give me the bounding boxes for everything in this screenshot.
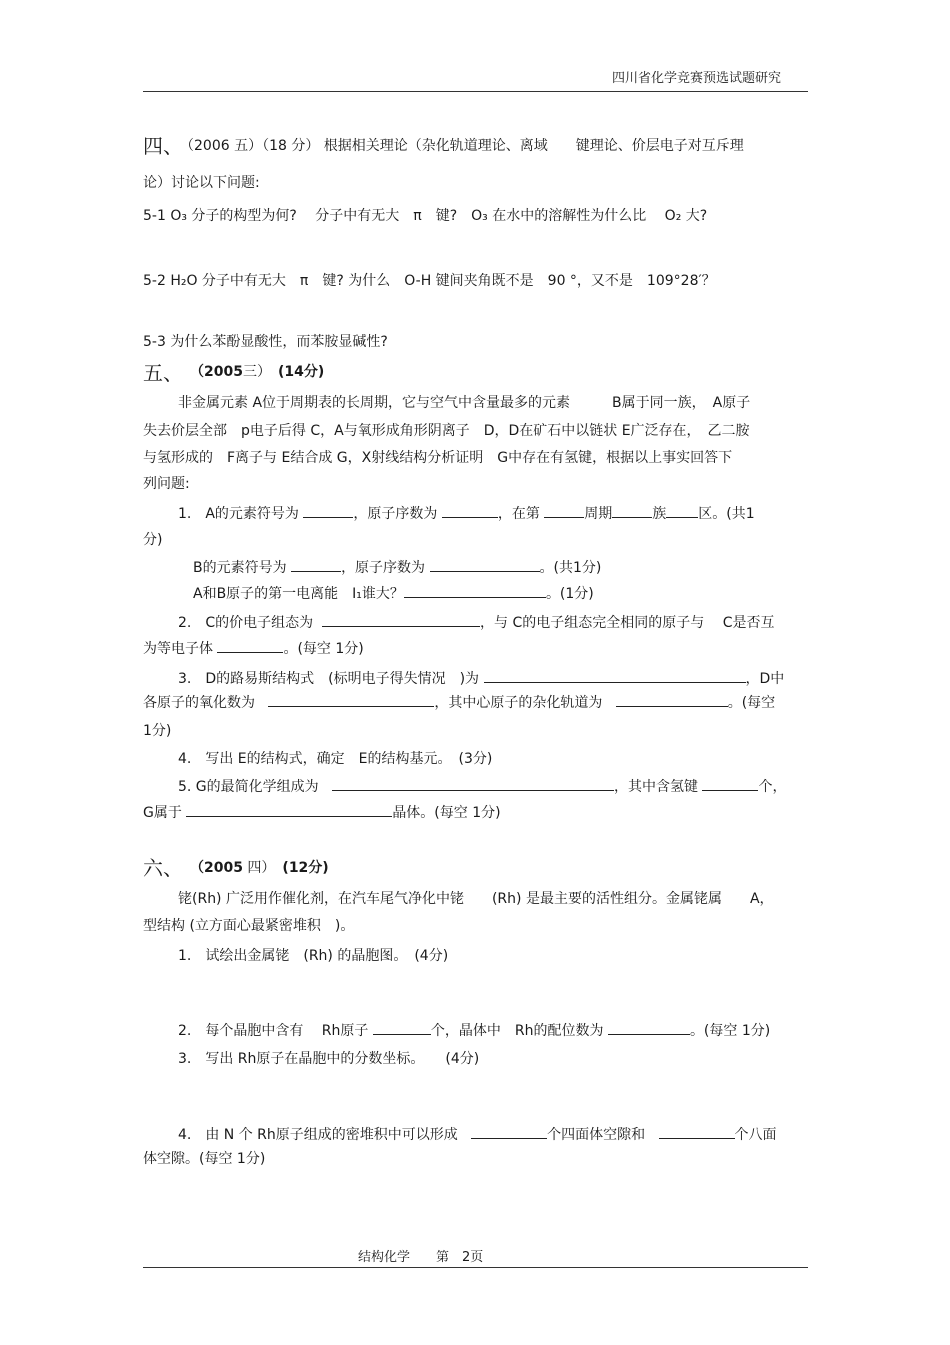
s5-item-3-a: 3. D的路易斯结构式 (标明电子得失情况 )为 bbox=[178, 671, 480, 687]
section-5-score: (14分) bbox=[277, 364, 325, 380]
section-4-label: 四、 bbox=[143, 134, 183, 158]
blank-b-number[interactable] bbox=[430, 557, 540, 572]
blank-oxidation[interactable] bbox=[268, 692, 434, 707]
s6-item-4-wrap: 体空隙。(每空 1分) bbox=[143, 1151, 266, 1167]
blank-b-symbol[interactable] bbox=[291, 557, 341, 572]
s6-item-3: 3. 写出 Rh原子在晶胞中的分数坐标。 (4分) bbox=[178, 1051, 480, 1067]
blank-octahedral[interactable] bbox=[659, 1124, 735, 1139]
s5-item-5-wrap bbox=[143, 802, 501, 822]
s5-item-3-wrap-2: 1分) bbox=[143, 723, 172, 739]
s5-item-5-d: G属于 bbox=[143, 805, 182, 821]
s5-item-3-b: ，D中 bbox=[745, 671, 785, 687]
s6-item-1: 1. 试绘出金属铑 (Rh) 的晶胞图。 (4分) bbox=[178, 948, 449, 964]
blank-lewis[interactable] bbox=[484, 668, 746, 683]
section-5-para-3: 与氢形成的 F离子与 E结合成 G，X射线结构分析证明 G中存在有氢键，根据以上事实回答下 bbox=[143, 450, 733, 466]
section-6-score: (12分) bbox=[282, 860, 329, 876]
blank-tetrahedral[interactable] bbox=[471, 1124, 547, 1139]
s5-item-1-c: ，在第 bbox=[497, 506, 540, 522]
s5-item-5 bbox=[178, 776, 786, 796]
section-5-para-1: 非金属元素 A位于周期表的长周期，它与空气中含量最多的元素 B属于同一族， A原子 bbox=[178, 395, 751, 411]
question-5-3: 5-3 为什么苯酚显酸性，而苯胺显碱性? bbox=[143, 334, 388, 350]
s6-item-4 bbox=[178, 1124, 777, 1144]
section-5-year: （2005 bbox=[190, 364, 243, 380]
blank-c-config[interactable] bbox=[322, 612, 480, 627]
s5-item-3-d: ，其中心原子的杂化轨道为 bbox=[434, 695, 603, 711]
s5-item-4: 4. 写出 E的结构式，确定 E的结构基元。 (3分) bbox=[178, 751, 493, 767]
s5-item-1-f: 区。(共1 bbox=[698, 506, 755, 522]
section-5-meta bbox=[190, 361, 324, 381]
s6-item-2 bbox=[178, 1020, 770, 1040]
blank-crystal-type[interactable] bbox=[186, 802, 392, 817]
footer-page: 第 2页 bbox=[436, 1250, 484, 1265]
s5-item-2-a: 2. C的价电子组态为 bbox=[178, 615, 314, 631]
section-4-intro-line2: 论）讨论以下问题: bbox=[143, 175, 260, 191]
s5-item-1-h: B的元素符号为 bbox=[193, 560, 287, 576]
footer-divider bbox=[143, 1267, 808, 1268]
s5-item-5-c: 个， bbox=[758, 779, 787, 795]
s5-item-1-k: A和B原子的第一电离能 I₁谁大？ bbox=[193, 586, 404, 602]
s6-item-4-c: 个八面 bbox=[734, 1127, 777, 1143]
section-6-number: 四） bbox=[247, 860, 269, 876]
s6-item-4-b: 个四面体空隙和 bbox=[547, 1127, 646, 1143]
footer-subject: 结构化学 bbox=[358, 1250, 411, 1265]
blank-coordination[interactable] bbox=[608, 1020, 690, 1035]
question-5-1: 5-1 O₃ 分子的构型为何? 分子中有无大 π 键? O₃ 在水中的溶解性为什么比 O₂ 大? bbox=[143, 208, 708, 224]
blank-a-group[interactable] bbox=[612, 503, 652, 518]
s5-item-1-a: 1. A的元素符号为 bbox=[178, 506, 299, 522]
s5-item-2-b: ，与 C的电子组态完全相同的原子与 C是否互 bbox=[480, 615, 775, 631]
section-6-label: 六、 bbox=[143, 856, 183, 880]
section-4-intro-line1: （2006 五）（18 分） 根据相关理论（杂化轨道理论、离域 键理论、价层电子对互斥理 bbox=[180, 138, 744, 154]
s5-item-1-d: 周期 bbox=[584, 506, 613, 522]
s5-item-3-e: 。(每空 bbox=[727, 695, 776, 711]
page-header: 四川省化学竞赛预选试题研究 bbox=[612, 71, 782, 86]
blank-isoelectronic[interactable] bbox=[217, 638, 283, 653]
s5-item-3-c: 各原子的氧化数为 bbox=[143, 695, 255, 711]
s5-item-3 bbox=[178, 668, 784, 688]
s5-item-1-b-line bbox=[193, 557, 601, 577]
section-6-para-1: 铑(Rh) 广泛用作催化剂，在汽车尾气净化中铑 (Rh) 是最主要的活性组分。金属铑属 A， bbox=[178, 891, 774, 907]
blank-hybrid[interactable] bbox=[616, 692, 728, 707]
blank-ionization[interactable] bbox=[404, 583, 546, 598]
s5-item-3-wrap bbox=[143, 692, 775, 712]
s5-item-1-l: 。(1分) bbox=[545, 586, 594, 602]
s6-item-2-c: 。(每空 1分) bbox=[689, 1023, 771, 1039]
s5-item-5-a: 5. G的最简化学组成为 bbox=[178, 779, 319, 795]
s6-item-2-b: 个，晶体中 Rh的配位数为 bbox=[430, 1023, 604, 1039]
blank-a-symbol[interactable] bbox=[303, 503, 353, 518]
section-5-label: 五、 bbox=[143, 361, 183, 385]
blank-g-formula[interactable] bbox=[332, 776, 614, 791]
section-5-number: 三） bbox=[242, 364, 264, 380]
s5-item-1-ionization bbox=[193, 583, 594, 603]
s5-item-5-b: ，其中含氢键 bbox=[614, 779, 699, 795]
s5-item-1 bbox=[178, 503, 755, 523]
blank-a-block[interactable] bbox=[666, 503, 698, 518]
s5-item-1-i: ，原子序数为 bbox=[341, 560, 426, 576]
blank-rh-count[interactable] bbox=[373, 1020, 431, 1035]
s5-item-2-c: 为等电子体 bbox=[143, 641, 213, 657]
header-divider bbox=[143, 91, 808, 92]
s5-item-2-wrap bbox=[143, 638, 364, 658]
blank-a-number[interactable] bbox=[442, 503, 498, 518]
section-6-para-2: 型结构 (立方面心最紧密堆积 )。 bbox=[143, 918, 355, 934]
section-5-para-4: 列问题: bbox=[143, 476, 190, 492]
section-6-year: （2005 bbox=[190, 860, 243, 876]
question-5-2: 5-2 H₂O 分子中有无大 π 键? 为什么 O-H 键间夹角既不是 90 °，又不是 109°28′？ bbox=[143, 273, 716, 289]
section-5-para-2: 失去价层全部 p电子后得 C，A与氧形成角形阴离子 D，D在矿石中以链状 E广泛存在， 乙二胺 bbox=[143, 423, 750, 439]
page-footer bbox=[358, 1246, 483, 1265]
blank-h-bonds[interactable] bbox=[702, 776, 758, 791]
s5-item-2-d: 。(每空 1分) bbox=[283, 641, 364, 657]
s5-item-1-wrap: 分) bbox=[143, 532, 163, 548]
s5-item-1-b: ，原子序数为 bbox=[353, 506, 438, 522]
section-6-meta bbox=[190, 857, 329, 877]
s5-item-1-e: 族 bbox=[652, 506, 667, 522]
s6-item-2-a: 2. 每个晶胞中含有 Rh原子 bbox=[178, 1023, 369, 1039]
s5-item-2 bbox=[178, 612, 775, 632]
blank-a-period[interactable] bbox=[544, 503, 584, 518]
s5-item-1-j: 。(共1分) bbox=[539, 560, 602, 576]
s6-item-4-a: 4. 由 N 个 Rh原子组成的密堆积中可以形成 bbox=[178, 1127, 458, 1143]
s5-item-5-e: 晶体。(每空 1分) bbox=[392, 805, 501, 821]
